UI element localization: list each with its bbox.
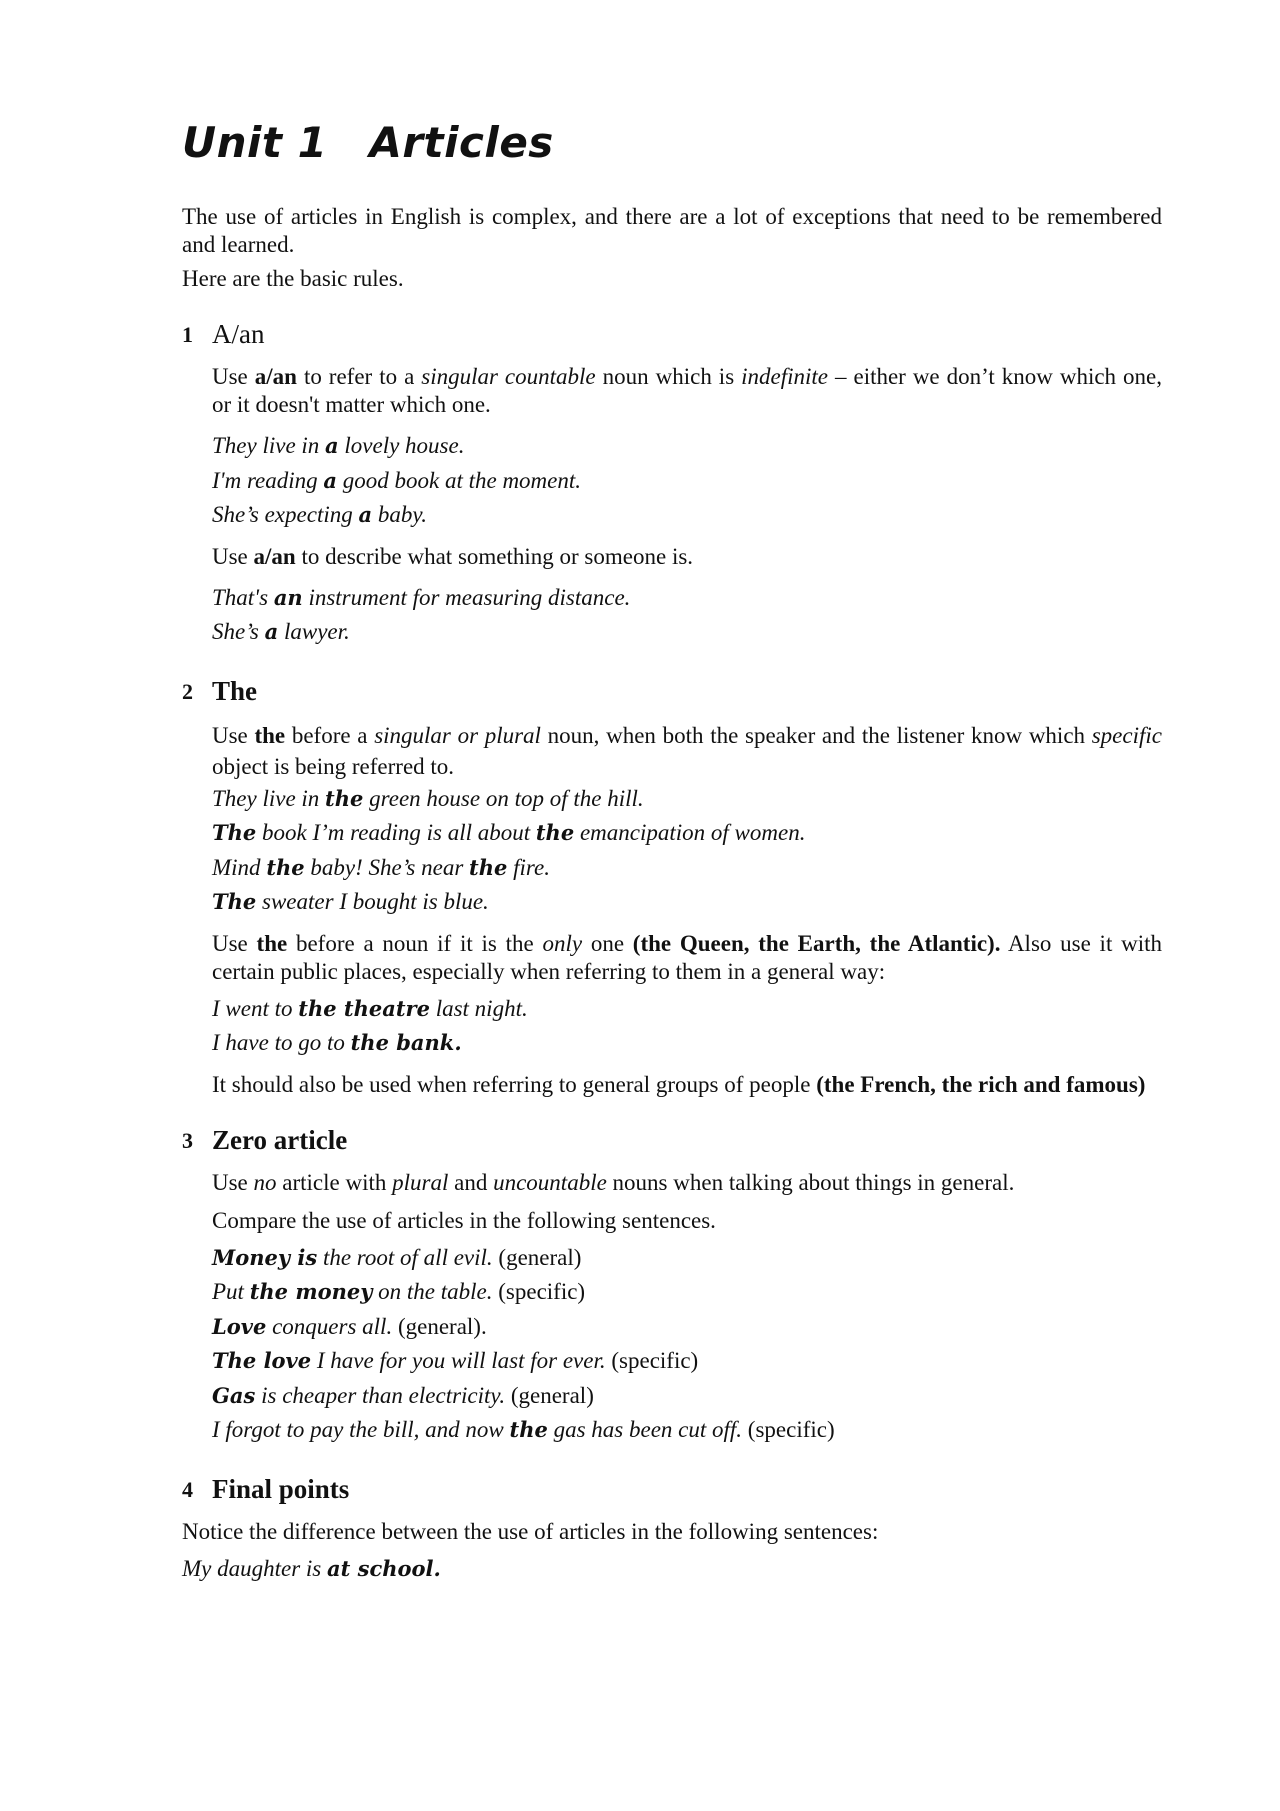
intro-line: Here are the basic rules.	[182, 266, 404, 291]
example-line: Put the money on the table. (specific)	[212, 1279, 586, 1304]
section-number: 1	[182, 322, 193, 347]
example-line: My daughter is at school.	[182, 1555, 441, 1581]
rule-paragraph: Use a/an to describe what something or someone is.	[212, 543, 694, 569]
example-line: She’s a lawyer.	[212, 619, 350, 644]
example-line: That's an instrument for measuring distance.	[212, 584, 631, 610]
example-line: I have to go to the bank.	[212, 1030, 462, 1055]
unit-name: Articles	[369, 118, 554, 167]
example-line: Love conquers all. (general).	[212, 1313, 487, 1339]
section-the	[182, 674, 1162, 1099]
example-line: Mind the baby! She’s near the fire.	[212, 854, 550, 880]
rule-paragraph: Notice the difference between the use of articles in the following sentences:	[182, 1518, 879, 1544]
example-line: Gas is cheaper than electricity. (general)	[212, 1382, 594, 1408]
section-number: 2	[182, 678, 193, 704]
example-line: They live in the green house on top of the hill.	[212, 785, 644, 811]
example-line: She’s expecting a baby.	[212, 502, 428, 527]
example-line: The sweater I bought is blue.	[212, 889, 489, 914]
rule-paragraph: Use the before a singular or plural noun, when both the speaker and the listener know which specific object is being referred to.	[212, 722, 1162, 779]
page-title	[182, 118, 1162, 167]
example-line: Money is the root of all evil. (general)	[212, 1244, 582, 1270]
intro-paragraph: The use of articles in English is complex, and there are a lot of exceptions that need to be remembered and learned.	[182, 204, 1162, 257]
example-line: I'm reading a good book at the moment.	[212, 467, 582, 493]
rule-paragraph: Compare the use of articles in the following sentences.	[212, 1207, 716, 1233]
rule-paragraph: Use no article with plural and uncountable nouns when talking about things in general.	[212, 1169, 1015, 1195]
section-heading	[182, 317, 1162, 351]
section-heading	[182, 1472, 1162, 1506]
section-zero-article	[182, 1123, 1162, 1448]
section-final-points	[182, 1472, 1162, 1587]
section-title: Zero article	[212, 1124, 348, 1155]
unit-number: Unit 1	[182, 118, 328, 167]
rule-paragraph: Use a/an to refer to a singular countable noun which is indefinite – either we don’t know which one, or it doesn't matter which one.	[212, 364, 1162, 417]
rule-paragraph: Use the before a noun if it is the only one (the Queen, the Earth, the Atlantic). Also use it with certain public places, especially when referring to them in a general way:	[212, 930, 1162, 984]
section-heading	[182, 1123, 1162, 1157]
section-title: The	[212, 675, 258, 706]
example-line: The love I have for you will last for ever. (specific)	[212, 1348, 699, 1373]
section-a-an	[182, 317, 1162, 650]
example-line: They live in a lovely house.	[212, 433, 465, 458]
document-page	[182, 118, 1162, 1586]
rule-paragraph: It should also be used when referring to general groups of people (the French, the rich and famous)	[212, 1071, 1146, 1097]
section-number: 3	[182, 1127, 193, 1153]
section-heading	[182, 674, 1162, 708]
section-number: 4	[182, 1476, 193, 1502]
example-line: The book I’m reading is all about the emancipation of women.	[212, 820, 806, 845]
section-title: Final points	[212, 1473, 350, 1504]
section-title: A/an	[212, 319, 265, 349]
example-line: I went to the theatre last night.	[212, 995, 528, 1021]
example-line: I forgot to pay the bill, and now the gas has been cut off. (specific)	[212, 1417, 835, 1442]
